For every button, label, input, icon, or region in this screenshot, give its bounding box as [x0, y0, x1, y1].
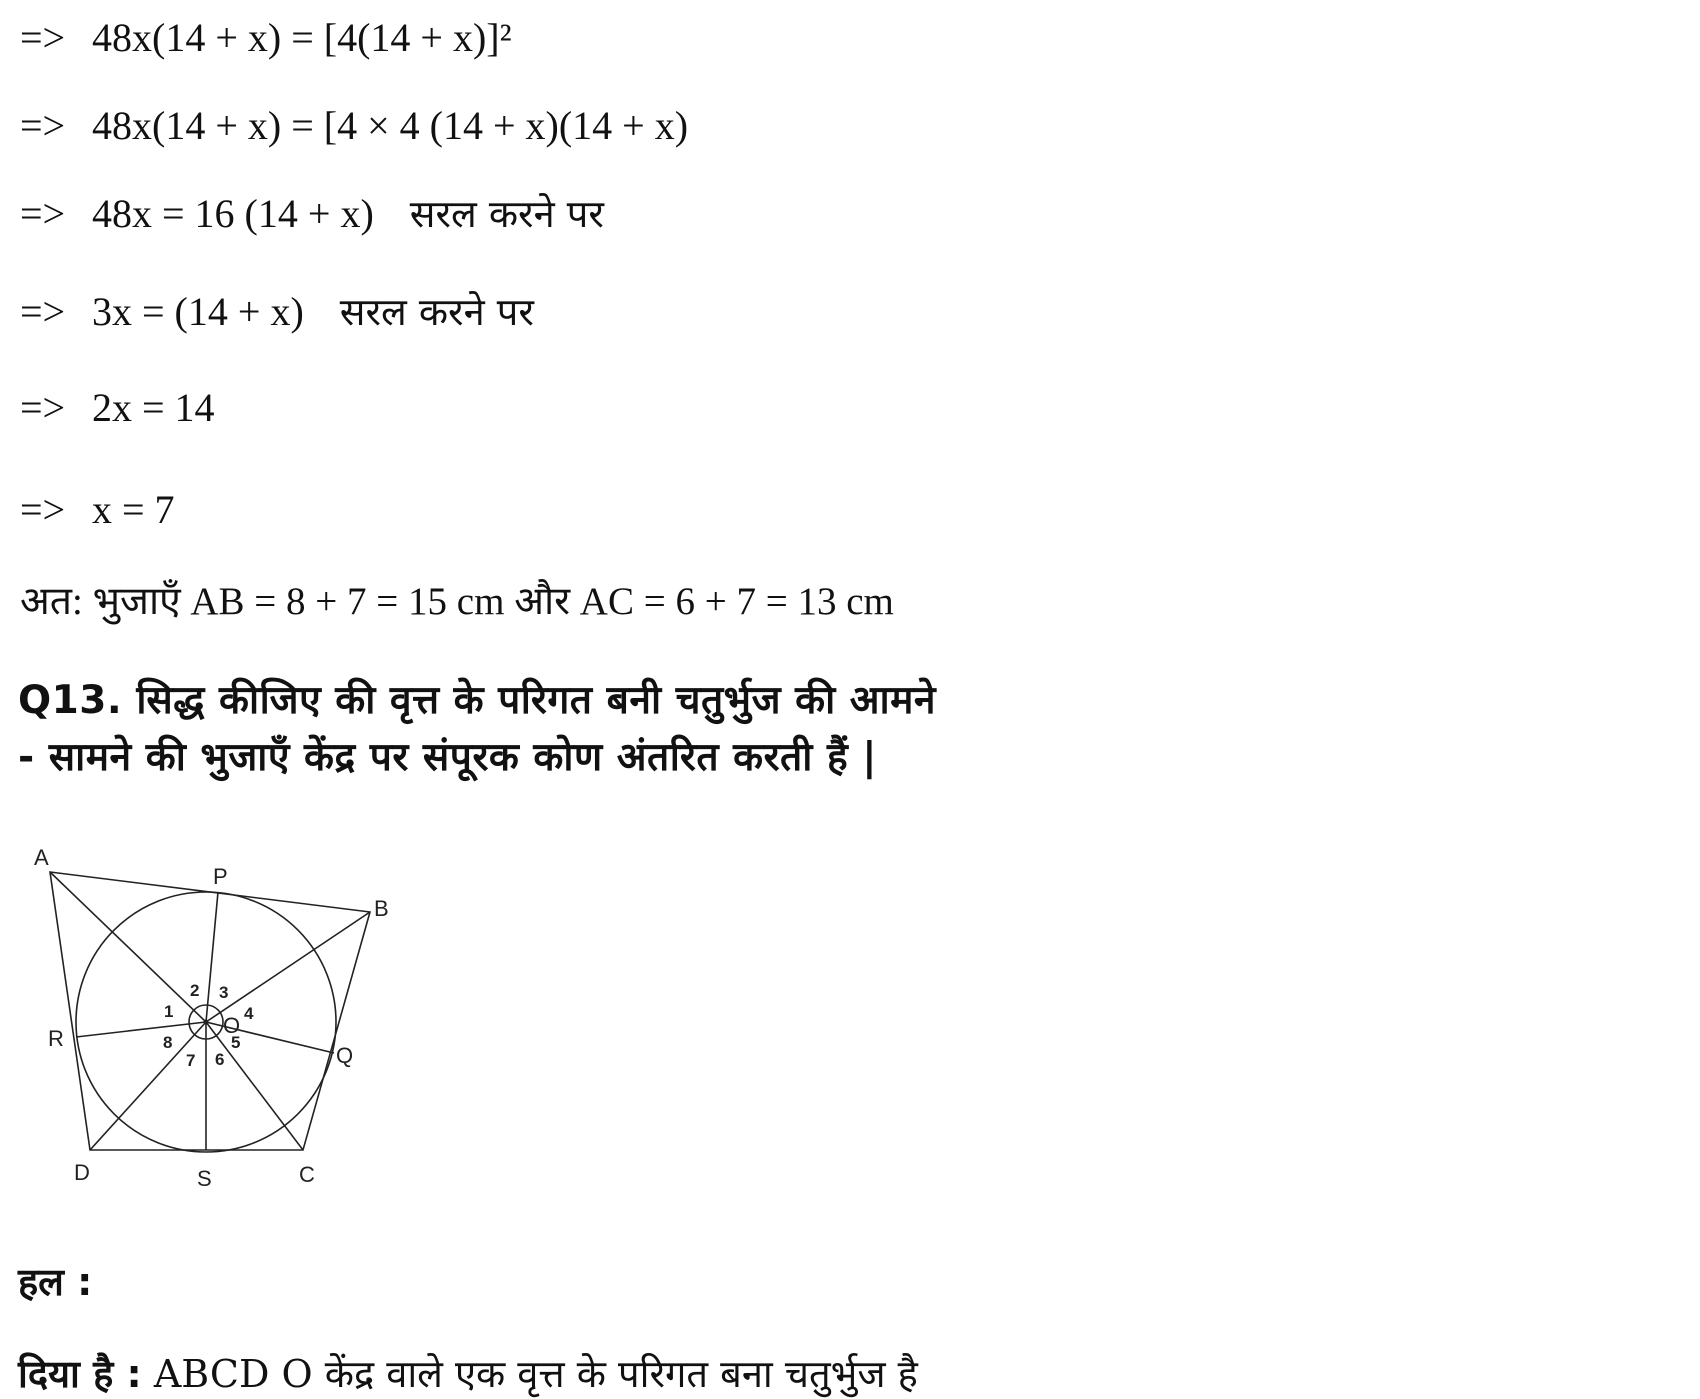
step-expression: 48x(14 + x) = [4(14 + x)]²: [92, 15, 512, 60]
implies-arrow: =>: [20, 15, 66, 60]
label-o: O: [223, 1013, 241, 1038]
label-r: R: [48, 1026, 64, 1051]
given-line: [18, 1347, 918, 1399]
label-s: S: [197, 1166, 212, 1191]
label-q: Q: [336, 1043, 354, 1068]
line-o-p: [206, 892, 218, 1022]
question-line-2: - सामने की भुजाएँ केंद्र पर संपूरक कोण अंतरित करती हैं |: [18, 735, 877, 780]
question-13: [18, 672, 936, 786]
step-5: [20, 385, 215, 430]
given-text: ABCD O केंद्र वाले एक वृत्त के परिगत बना चतुर्भुज है: [141, 1352, 918, 1396]
step-expression: 2x = 14: [92, 385, 215, 430]
solution-heading: हल :: [18, 1260, 93, 1304]
step-note: सरल करने पर: [409, 192, 604, 236]
angle-6: 6: [215, 1050, 225, 1069]
question-line-1: Q13. सिद्ध कीजिए की वृत्त के परिगत बनी चतुर्भुज की आमने: [18, 678, 937, 723]
step-3: [20, 191, 604, 236]
step-4: [20, 289, 534, 334]
label-a: A: [34, 845, 49, 870]
angle-7: 7: [186, 1051, 196, 1070]
step-1: [20, 15, 512, 60]
angle-4: 4: [244, 1004, 254, 1023]
implies-arrow: =>: [20, 103, 66, 148]
center-dot: [204, 1020, 209, 1025]
angle-5: 5: [231, 1033, 241, 1052]
quadrilateral-abcd: [50, 872, 370, 1150]
step-6: [20, 487, 175, 532]
given-label: दिया है :: [18, 1352, 142, 1396]
step-note: सरल करने पर: [339, 290, 534, 334]
conclusion-line: अत: भुजाएँ AB = 8 + 7 = 15 cm और AC = 6 + 7 = 13 cm: [20, 580, 894, 623]
angle-3: 3: [219, 983, 229, 1002]
step-expression: x = 7: [92, 487, 175, 532]
quadrilateral-circle-figure: [0, 840, 420, 1210]
label-p: P: [213, 864, 228, 889]
implies-arrow: =>: [20, 385, 66, 430]
step-expression: 3x = (14 + x): [92, 289, 304, 334]
step-expression: 48x(14 + x) = [4 × 4 (14 + x)(14 + x): [92, 103, 689, 148]
implies-arrow: =>: [20, 487, 66, 532]
step-expression: 48x = 16 (14 + x): [92, 191, 374, 236]
step-2: [20, 103, 689, 148]
line-o-r: [76, 1022, 206, 1037]
line-o-d: [90, 1022, 206, 1150]
implies-arrow: =>: [20, 289, 66, 334]
label-c: C: [299, 1162, 315, 1187]
label-b: B: [374, 896, 389, 921]
label-d: D: [74, 1160, 90, 1185]
angle-1: 1: [164, 1002, 174, 1021]
angle-2: 2: [190, 981, 200, 1000]
line-o-b: [206, 912, 370, 1022]
angle-8: 8: [163, 1033, 173, 1052]
implies-arrow: =>: [20, 191, 66, 236]
